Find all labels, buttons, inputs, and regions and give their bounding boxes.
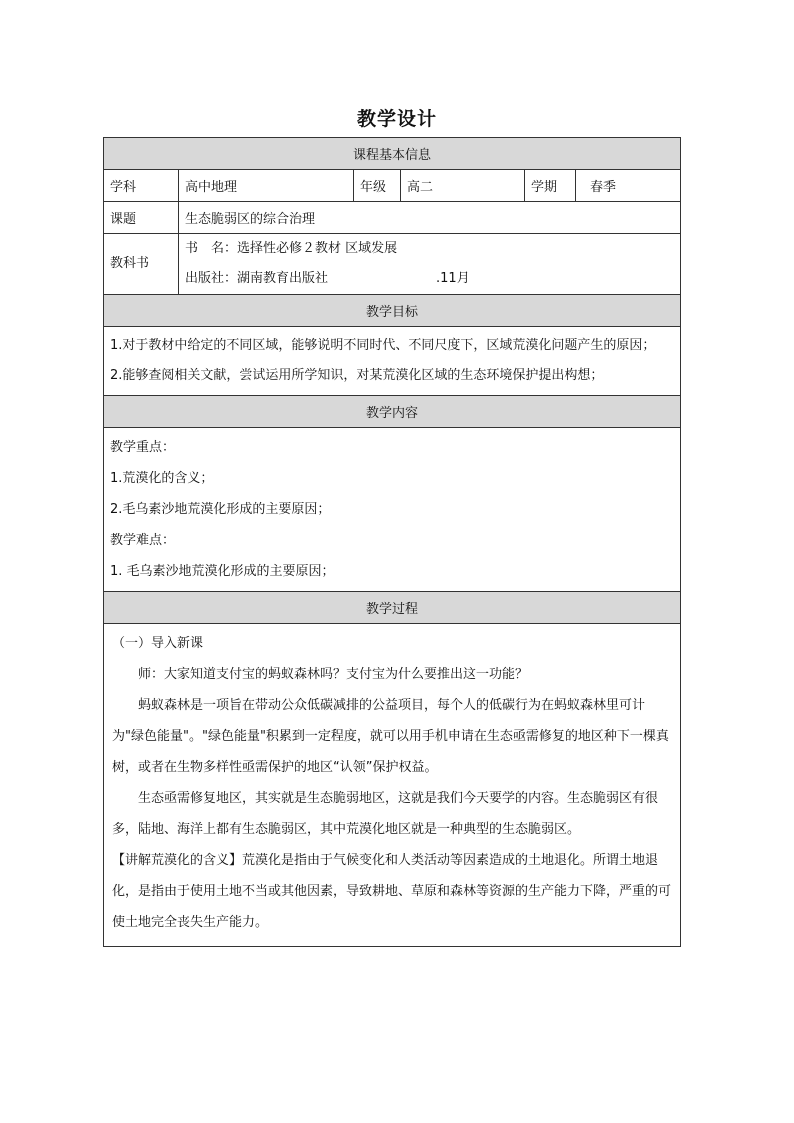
publish-date-text: .11月 <box>436 271 470 286</box>
objective-item: 2.能够查阅相关文献，尝试运用所学知识，对某荒漠化区域的生态环境保护提出构想； <box>110 368 604 383</box>
content-row <box>104 428 681 592</box>
key-point-item: 1.荒漠化的含义； <box>110 471 214 486</box>
topic-value: 生态脆弱区的综合治理 <box>179 202 681 234</box>
objective-item: 1.对于教材中给定的不同区域，能够说明不同时代、不同尺度下，区域荒漠化问题产生的原因； <box>110 338 656 353</box>
subject-row <box>104 170 681 202</box>
objectives-row <box>104 327 681 396</box>
publisher-text: 出版社：湖南教育出版社 <box>185 271 329 286</box>
process-paragraph-definition <box>112 845 672 938</box>
definition-text: 荒漠化是指由于气候变化和人类活动等因素造成的土地退化。所谓土地退化，是指由于使用土地不当或其他因素，导致耕地、草原和森林等资源的生产能力下降，严重的可使土地完全丧失生产能力。 <box>112 853 672 930</box>
grade-value: 高二 <box>401 170 525 202</box>
process-paragraph: 生态亟需修复地区，其实就是生态脆弱地区，这就是我们今天要学的内容。生态脆弱区有很多，陆地、海洋上都有生态脆弱区，其中荒漠化地区就是一种典型的生态脆弱区。 <box>112 791 659 837</box>
textbook-label-text: 教科书 <box>110 256 150 271</box>
document-title: 教学设计 <box>356 108 437 130</box>
process-row <box>104 624 681 947</box>
term-label: 学期 <box>525 170 576 202</box>
textbook-row <box>104 234 681 295</box>
section-title: 课程基本信息 <box>104 138 681 170</box>
subject-value: 高中地理 <box>179 170 354 202</box>
content-cell <box>104 428 681 592</box>
textbook-info <box>179 234 681 295</box>
section-header-objectives <box>104 295 681 327</box>
process-cell <box>104 624 681 947</box>
section-title: 教学内容 <box>104 396 681 428</box>
process-paragraph: 师：大家知道支付宝的蚂蚁森林吗？支付宝为什么要推出这一功能？ <box>138 667 529 682</box>
book-name-line: 书 名：选择性必修２教材 区域发展 <box>185 241 398 256</box>
term-value: 春季 <box>576 170 681 202</box>
subject-label: 学科 <box>104 170 179 202</box>
key-points-title: 教学重点： <box>110 440 176 455</box>
step-title: （一）导入新课 <box>112 636 204 651</box>
section-header-content <box>104 396 681 428</box>
section-title: 教学目标 <box>104 295 681 327</box>
difficult-point-item: 1. 毛乌素沙地荒漠化形成的主要原因； <box>110 564 335 579</box>
lesson-plan-table <box>103 137 681 947</box>
book-publisher-line <box>185 264 674 294</box>
topic-row <box>104 202 681 234</box>
grade-label: 年级 <box>354 170 401 202</box>
definition-heading: 【讲解荒漠化的含义】 <box>112 853 243 868</box>
section-header-process <box>104 592 681 624</box>
textbook-label <box>104 234 179 295</box>
objectives-cell <box>104 327 681 396</box>
difficult-points-title: 教学难点： <box>110 533 176 548</box>
topic-label: 课题 <box>104 202 179 234</box>
key-point-item: 2.毛乌素沙地荒漠化形成的主要原因； <box>110 502 331 517</box>
section-title: 教学过程 <box>104 592 681 624</box>
section-header-basic-info <box>104 138 681 170</box>
process-paragraph: 蚂蚁森林是一项旨在带动公众低碳减排的公益项目，每个人的低碳行为在蚂蚁森林里可计为"绿色能量"。"绿色能量"积累到一定程度，就可以用手机申请在生态亟需修复的地区种下一棵真树，或者在生物多样性亟需保护的地区“认领”保护权益。 <box>112 698 669 775</box>
